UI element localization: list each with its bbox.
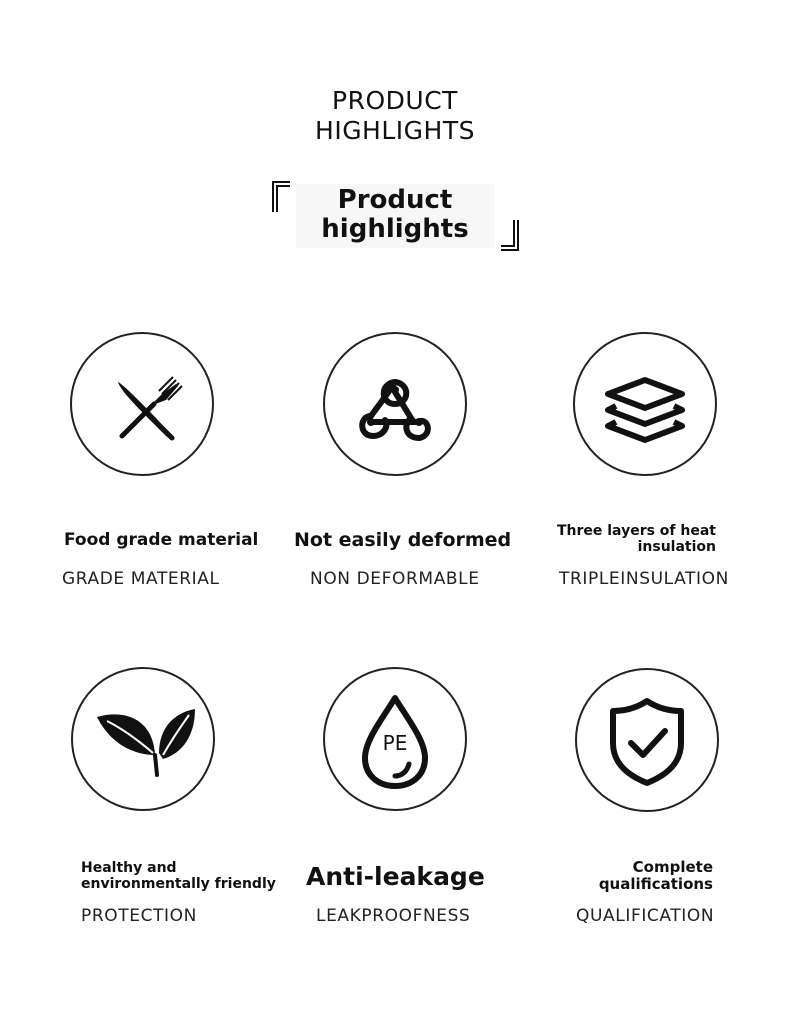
- feature-label: Not easily deformed: [294, 529, 512, 551]
- feature-label: Healthy and environmentally friendly: [81, 860, 276, 892]
- feature-label: Complete qualifications: [598, 858, 713, 893]
- feature-circle-non-deformable: [323, 332, 467, 476]
- feature-caption: TRIPLEINSULATION: [559, 569, 729, 589]
- feature-caption: GRADE MATERIAL: [62, 569, 220, 589]
- water-drop-pe-icon: [345, 684, 445, 794]
- feature-caption: NON DEFORMABLE: [310, 569, 480, 589]
- page-title: PRODUCT HIGHLIGHTS: [315, 86, 475, 145]
- feature-caption: PROTECTION: [81, 906, 197, 926]
- corner-bracket-top-left-icon: [272, 181, 292, 213]
- feature-caption: QUALIFICATION: [576, 906, 715, 926]
- feature-label: Anti-leakage: [306, 862, 485, 891]
- corner-bracket-bottom-right-icon: [499, 219, 519, 251]
- layers-icon: [590, 354, 700, 454]
- section-subtitle: Product highlights: [321, 185, 469, 244]
- feature-circle-protection: [71, 667, 215, 811]
- feature-circle-food-grade: [70, 332, 214, 476]
- shield-check-icon: [597, 685, 697, 795]
- feature-caption: LEAKPROOFNESS: [316, 906, 471, 926]
- pe-mark: PE: [382, 731, 408, 755]
- connection-triangle-icon: [345, 354, 445, 454]
- feature-circle-triple-insulation: [573, 332, 717, 476]
- feature-circle-leakproof: [323, 667, 467, 811]
- feature-circle-qualification: [575, 668, 719, 812]
- leaves-icon: [83, 689, 203, 789]
- utensils-icon: [92, 354, 192, 454]
- feature-label: Three layers of heat insulation: [556, 523, 716, 555]
- feature-label: Food grade material: [64, 530, 259, 550]
